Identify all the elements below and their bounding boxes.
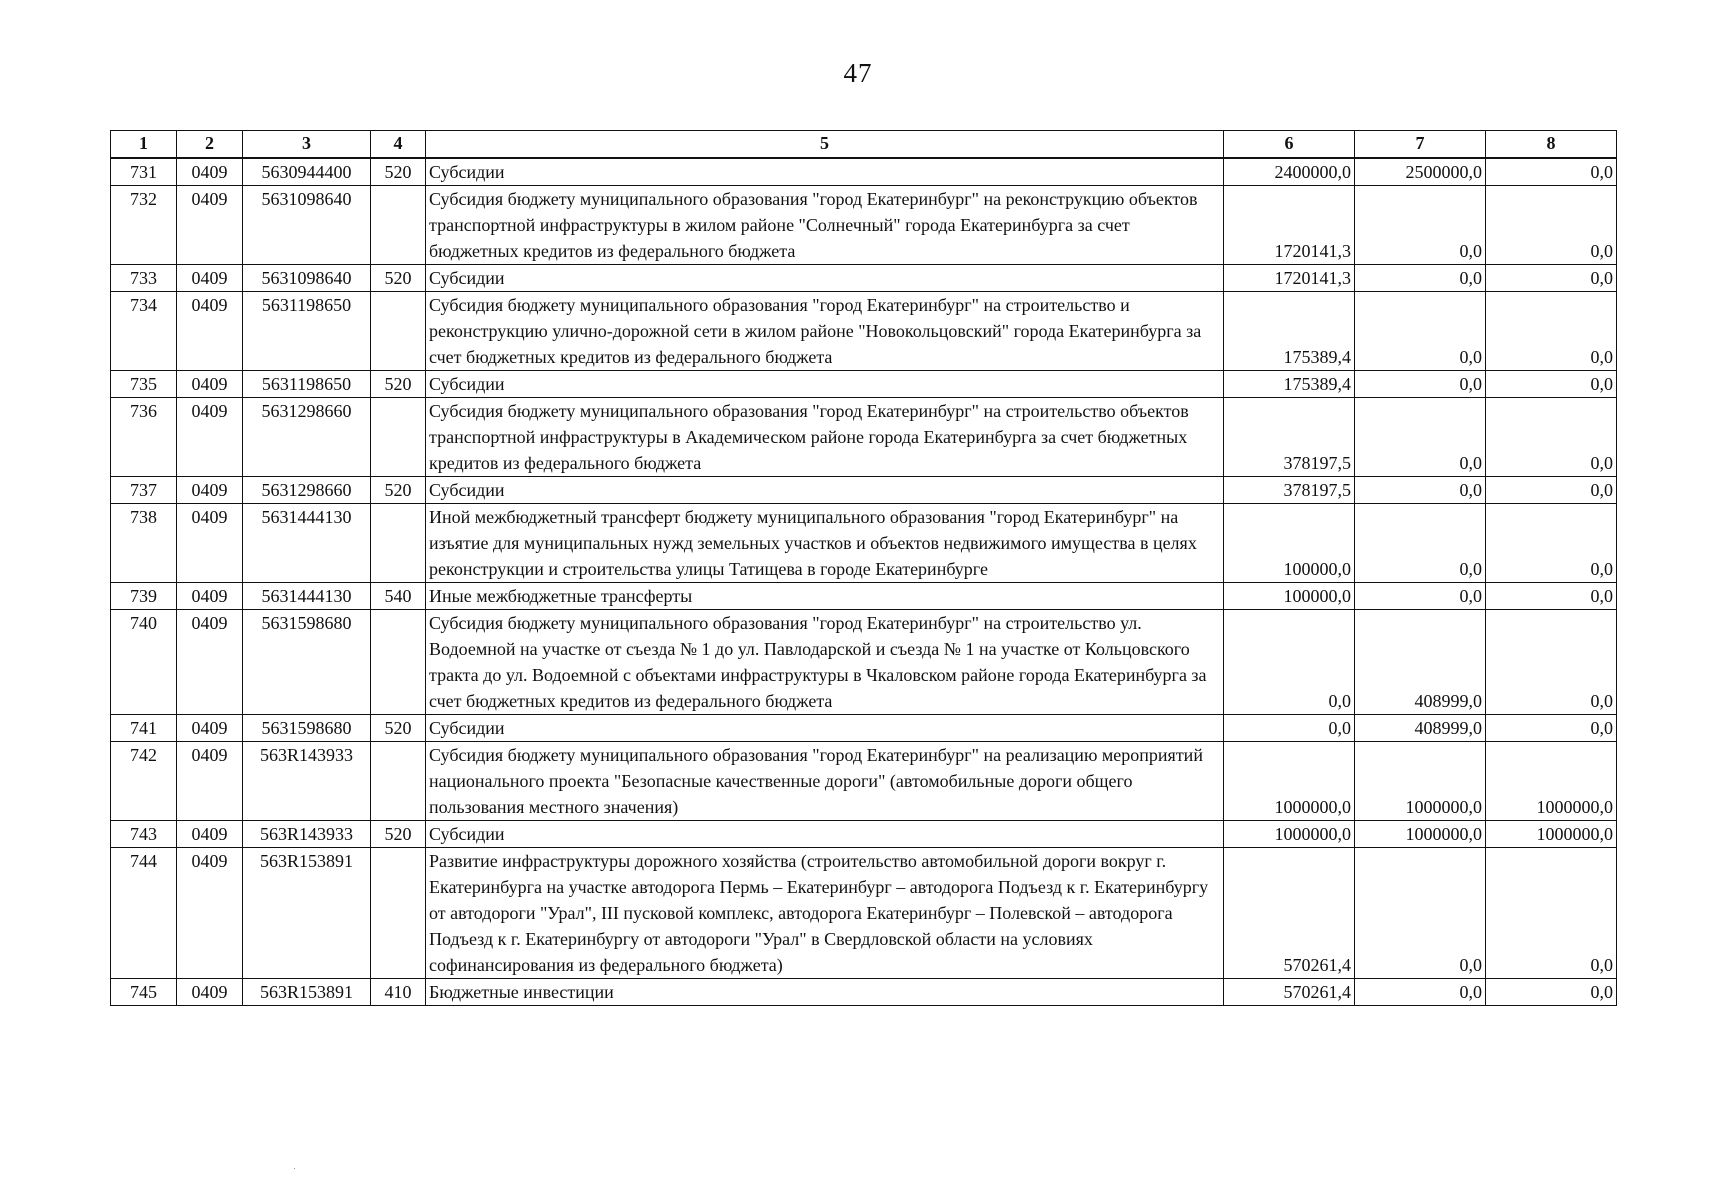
- target-article-code: 5631298660: [243, 398, 371, 477]
- row-index: 739: [111, 583, 177, 610]
- target-article-code: 563R143933: [243, 742, 371, 821]
- row-index: 732: [111, 186, 177, 265]
- section-code: 0409: [177, 742, 243, 821]
- item-name: Субсидия бюджету муниципального образования "город Екатеринбург" на реализацию мероприятий национального проекта "Безопасные качественные дороги" (автомобильные дороги общего пользования местного значения): [426, 742, 1224, 821]
- amount-col-8: 0,0: [1486, 979, 1617, 1006]
- amount-col-8: 0,0: [1486, 583, 1617, 610]
- amount-col-8: 0,0: [1486, 158, 1617, 186]
- amount-col-7: 1000000,0: [1355, 821, 1486, 848]
- expense-type-code: 410: [371, 979, 426, 1006]
- amount-col-6: 175389,4: [1224, 371, 1355, 398]
- amount-col-7: 1000000,0: [1355, 742, 1486, 821]
- target-article-code: 5630944400: [243, 158, 371, 186]
- expense-type-code: [371, 848, 426, 979]
- item-name: Субсидия бюджету муниципального образования "город Екатеринбург" на реконструкцию объектов транспортной инфраструктуры в жилом районе "Солнечный" города Екатеринбурга за счет бюджетных кредитов из федерального бюджета: [426, 186, 1224, 265]
- header-col-8: 8: [1486, 131, 1617, 159]
- target-article-code: 5631598680: [243, 610, 371, 715]
- table-row: [111, 979, 1617, 1006]
- target-article-code: 563R143933: [243, 821, 371, 848]
- row-index: 742: [111, 742, 177, 821]
- amount-col-8: 0,0: [1486, 610, 1617, 715]
- amount-col-8: 0,0: [1486, 398, 1617, 477]
- section-code: 0409: [177, 371, 243, 398]
- scan-speck: [294, 1168, 295, 1169]
- amount-col-8: 0,0: [1486, 371, 1617, 398]
- section-code: 0409: [177, 715, 243, 742]
- amount-col-6: 0,0: [1224, 715, 1355, 742]
- table-row: [111, 292, 1617, 371]
- table-row: [111, 583, 1617, 610]
- item-name: Субсидии: [426, 715, 1224, 742]
- target-article-code: 5631598680: [243, 715, 371, 742]
- table-row: [111, 371, 1617, 398]
- amount-col-6: 100000,0: [1224, 504, 1355, 583]
- amount-col-8: 0,0: [1486, 848, 1617, 979]
- expense-type-code: 520: [371, 265, 426, 292]
- section-code: 0409: [177, 979, 243, 1006]
- amount-col-6: 1720141,3: [1224, 265, 1355, 292]
- header-col-2: 2: [177, 131, 243, 159]
- amount-col-6: 2400000,0: [1224, 158, 1355, 186]
- section-code: 0409: [177, 158, 243, 186]
- amount-col-8: 0,0: [1486, 504, 1617, 583]
- expense-type-code: 520: [371, 158, 426, 186]
- section-code: 0409: [177, 292, 243, 371]
- amount-col-7: 0,0: [1355, 292, 1486, 371]
- amount-col-8: 0,0: [1486, 186, 1617, 265]
- row-index: 736: [111, 398, 177, 477]
- item-name: Субсидии: [426, 821, 1224, 848]
- row-index: 743: [111, 821, 177, 848]
- item-name: Развитие инфраструктуры дорожного хозяйства (строительство автомобильной дороги вокруг г. Екатеринбурга на участке автодорога Пермь – Екатеринбург – автодорога Подъезд к г. Екатеринбургу от автодороги "Урал", III пусковой комплекс, автодорога Екатеринбург – Полевской – автодорога Подъезд к г. Екатеринбургу от автодороги "Урал" в Свердловской области на условиях софинансирования из федерального бюджета): [426, 848, 1224, 979]
- amount-col-7: 0,0: [1355, 477, 1486, 504]
- amount-col-6: 1000000,0: [1224, 821, 1355, 848]
- section-code: 0409: [177, 821, 243, 848]
- expense-type-code: [371, 504, 426, 583]
- target-article-code: 5631298660: [243, 477, 371, 504]
- target-article-code: 5631444130: [243, 583, 371, 610]
- amount-col-7: 0,0: [1355, 265, 1486, 292]
- amount-col-7: 0,0: [1355, 398, 1486, 477]
- row-index: 741: [111, 715, 177, 742]
- amount-col-7: 0,0: [1355, 583, 1486, 610]
- section-code: 0409: [177, 477, 243, 504]
- table-row: [111, 742, 1617, 821]
- amount-col-6: 1000000,0: [1224, 742, 1355, 821]
- target-article-code: 5631098640: [243, 265, 371, 292]
- amount-col-7: 0,0: [1355, 186, 1486, 265]
- header-col-5: 5: [426, 131, 1224, 159]
- target-article-code: 5631444130: [243, 504, 371, 583]
- row-index: 738: [111, 504, 177, 583]
- target-article-code: 563R153891: [243, 979, 371, 1006]
- amount-col-6: 378197,5: [1224, 477, 1355, 504]
- item-name: Субсидия бюджету муниципального образования "город Екатеринбург" на строительство объектов транспортной инфраструктуры в Академическом районе города Екатеринбурга за счет бюджетных кредитов из федерального бюджета: [426, 398, 1224, 477]
- item-name: Субсидия бюджету муниципального образования "город Екатеринбург" на строительство ул. Водоемной на участке от съезда № 1 до ул. Павлодарской и съезда № 1 на участке от Кольцовского тракта до ул. Водоемной с объектами инфраструктуры в Чкаловском районе города Екатеринбурга за счет бюджетных кредитов из федерального бюджета: [426, 610, 1224, 715]
- page-number: 47: [843, 58, 873, 88]
- table-row: [111, 158, 1617, 186]
- expense-type-code: [371, 186, 426, 265]
- table-row: [111, 715, 1617, 742]
- section-code: 0409: [177, 265, 243, 292]
- amount-col-7: 2500000,0: [1355, 158, 1486, 186]
- expense-type-code: [371, 292, 426, 371]
- section-code: 0409: [177, 583, 243, 610]
- amount-col-6: 1720141,3: [1224, 186, 1355, 265]
- section-code: 0409: [177, 186, 243, 265]
- item-name: Субсидия бюджету муниципального образования "город Екатеринбург" на строительство и реконструкцию улично-дорожной сети в жилом районе "Новокольцовский" города Екатеринбурга за счет бюджетных кредитов из федерального бюджета: [426, 292, 1224, 371]
- table-header-row: [111, 131, 1617, 159]
- expense-type-code: 540: [371, 583, 426, 610]
- row-index: 731: [111, 158, 177, 186]
- amount-col-6: 0,0: [1224, 610, 1355, 715]
- expense-type-code: [371, 398, 426, 477]
- expense-type-code: [371, 742, 426, 821]
- amount-col-7: 0,0: [1355, 504, 1486, 583]
- table-row: [111, 265, 1617, 292]
- header-col-4: 4: [371, 131, 426, 159]
- item-name: Субсидии: [426, 158, 1224, 186]
- amount-col-6: 570261,4: [1224, 848, 1355, 979]
- amount-col-7: 0,0: [1355, 371, 1486, 398]
- amount-col-7: 0,0: [1355, 979, 1486, 1006]
- expense-type-code: 520: [371, 715, 426, 742]
- target-article-code: 5631098640: [243, 186, 371, 265]
- row-index: 735: [111, 371, 177, 398]
- target-article-code: 5631198650: [243, 292, 371, 371]
- amount-col-6: 378197,5: [1224, 398, 1355, 477]
- amount-col-8: 0,0: [1486, 292, 1617, 371]
- section-code: 0409: [177, 398, 243, 477]
- table-row: [111, 821, 1617, 848]
- row-index: 744: [111, 848, 177, 979]
- row-index: 740: [111, 610, 177, 715]
- target-article-code: 5631198650: [243, 371, 371, 398]
- amount-col-8: 1000000,0: [1486, 742, 1617, 821]
- row-index: 745: [111, 979, 177, 1006]
- item-name: Субсидии: [426, 265, 1224, 292]
- amount-col-7: 408999,0: [1355, 715, 1486, 742]
- table-row: [111, 398, 1617, 477]
- amount-col-8: 0,0: [1486, 477, 1617, 504]
- amount-col-8: 0,0: [1486, 715, 1617, 742]
- table-row: [111, 610, 1617, 715]
- amount-col-8: 1000000,0: [1486, 821, 1617, 848]
- expense-type-code: [371, 610, 426, 715]
- item-name: Бюджетные инвестиции: [426, 979, 1224, 1006]
- header-col-3: 3: [243, 131, 371, 159]
- section-code: 0409: [177, 848, 243, 979]
- expense-type-code: 520: [371, 371, 426, 398]
- table-row: [111, 848, 1617, 979]
- expense-type-code: 520: [371, 821, 426, 848]
- header-col-1: 1: [111, 131, 177, 159]
- table-row: [111, 477, 1617, 504]
- row-index: 737: [111, 477, 177, 504]
- target-article-code: 563R153891: [243, 848, 371, 979]
- amount-col-8: 0,0: [1486, 265, 1617, 292]
- budget-table: [110, 130, 1617, 1006]
- table-row: [111, 504, 1617, 583]
- amount-col-6: 175389,4: [1224, 292, 1355, 371]
- amount-col-7: 408999,0: [1355, 610, 1486, 715]
- expense-type-code: 520: [371, 477, 426, 504]
- item-name: Субсидии: [426, 371, 1224, 398]
- row-index: 733: [111, 265, 177, 292]
- section-code: 0409: [177, 504, 243, 583]
- section-code: 0409: [177, 610, 243, 715]
- item-name: Субсидии: [426, 477, 1224, 504]
- amount-col-6: 100000,0: [1224, 583, 1355, 610]
- amount-col-6: 570261,4: [1224, 979, 1355, 1006]
- item-name: Иные межбюджетные трансферты: [426, 583, 1224, 610]
- header-col-6: 6: [1224, 131, 1355, 159]
- item-name: Иной межбюджетный трансферт бюджету муниципального образования "город Екатеринбург" на изъятие для муниципальных нужд земельных участков и объектов недвижимого имущества в целях реконструкции и строительства улицы Татищева в городе Екатеринбурге: [426, 504, 1224, 583]
- table-row: [111, 186, 1617, 265]
- row-index: 734: [111, 292, 177, 371]
- amount-col-7: 0,0: [1355, 848, 1486, 979]
- header-col-7: 7: [1355, 131, 1486, 159]
- table-body: [111, 158, 1617, 1006]
